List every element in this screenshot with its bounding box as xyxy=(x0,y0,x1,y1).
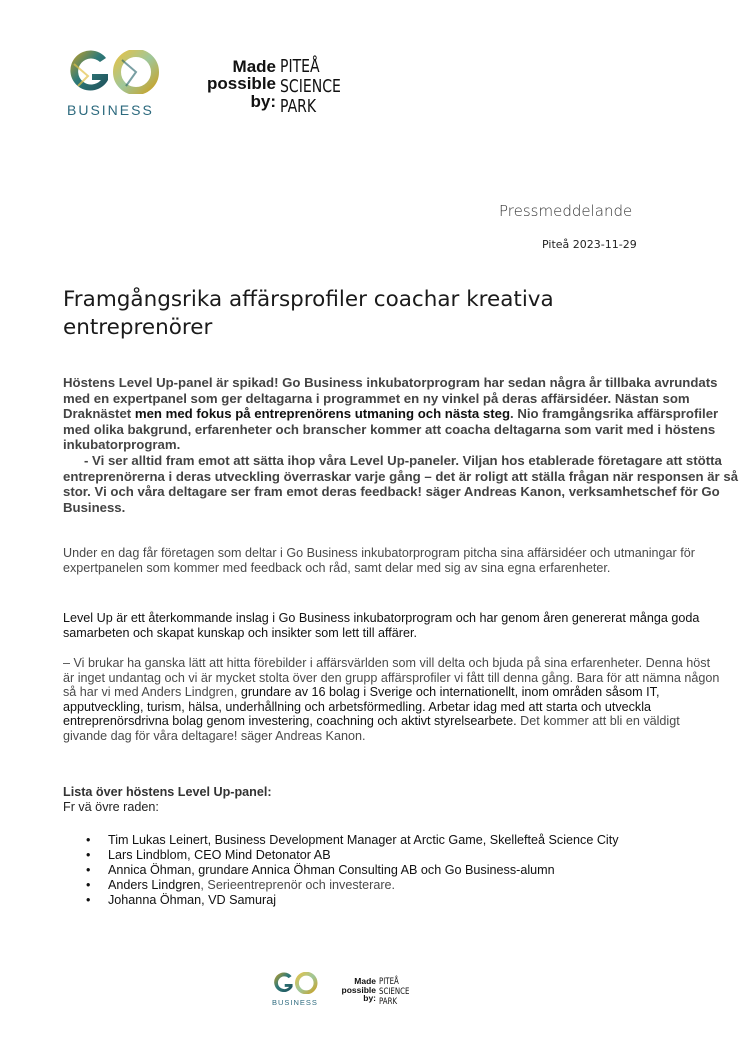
paragraph-3-part-2: grundare av 16 bolag i Sverige och internationellt, inom områden såsom IT, apputveckling, turism, hälsa, underhållning och arbetsförmedling. Arbetar idag med att starta och utveckla entreprenörsdrivna bolag genom investering, coachning och aktivt styrelsearbete. xyxy=(63,685,660,729)
paragraph-2: Level Up är ett återkommande inslag i Go Business inkubatorprogram och har genom åren genererat många goda samarbeten och skapat kunskap och insikter som lett till affärer. xyxy=(63,611,700,640)
list-subtitle: Fr vä övre raden: xyxy=(63,799,159,814)
list-item: • Lars Lindblom, CEO Mind Detonator AB xyxy=(63,848,619,863)
panel-list xyxy=(63,833,619,908)
list-item: • Anders Lindgren, Serieentreprenör och investerare. xyxy=(63,878,619,893)
lead-part-1: Höstens Level Up-panel är spikad! Go Business inkubatorprogram har sedan några år tillbaka avrundats med en expertpanel som ger deltagarna i programmet en ny vinkel på deras affärsidéer. Nästan som Draknästet xyxy=(63,375,718,422)
lead-quote: - Vi ser alltid fram emot att sätta ihop våra Level Up-paneler. Viljan hos etablerade företagare att stötta entreprenörerna i deras utveckling överraskar varje gång – det är roligt att ställa frågan när responsen är så stor. Vi och våra deltagare ser fram emot deras feedback! säger Andreas Kanon, verksamhetschef för Go Business. xyxy=(63,452,739,515)
paragraph-3-part-1: – Vi brukar ha ganska lätt att hitta förebilder i affärsvärlden som vill delta och bjuda på sina erfarenheter. Denna höst är inget undantag och vi är mycket stolta över den grupp affärsprofiler vi fått till denna gång. Bara för att nämna någon så har vi med Anders Lindgren, xyxy=(63,656,720,700)
list-item: • Tim Lukas Leinert, Business Development Manager at Arctic Game, Skellefteå Science City xyxy=(63,833,619,848)
partner-line-2: SCIENCE xyxy=(280,76,341,98)
footer-go-logo-subtitle: BUSINESS xyxy=(272,998,318,1007)
go-logo-icon xyxy=(66,50,160,94)
list-item: • Johanna Öhman, VD Samuraj xyxy=(63,893,619,908)
partner-line-3: PARK xyxy=(280,96,317,118)
made-word: Made xyxy=(232,57,276,76)
by-word: by: xyxy=(250,91,276,111)
list-heading xyxy=(63,785,272,814)
lead-part-2: men med fokus på entreprenörens utmaning och nästa steg xyxy=(134,406,511,422)
go-logo-subtitle: BUSINESS xyxy=(67,102,154,118)
list-item: • Annica Öhman, grundare Annica Öhman Consulting AB och Go Business-alumn xyxy=(63,863,619,878)
possible-word: possible xyxy=(207,74,276,94)
date-line: Piteå 2023-11-29 xyxy=(542,238,637,251)
lead-part-3: . Nio framgångsrika affärsprofiler med olika bakgrund, erfarenheter och branscher kommer att coacha deltagarna som varit med i höstens inkubatorprogram. xyxy=(63,406,719,453)
paragraph-3-part-3: Det kommer att bli en väldigt givande dag för våra deltagare! säger Andreas Kanon. xyxy=(63,714,680,743)
list-title: Lista över höstens Level Up-panel: xyxy=(63,785,272,799)
paragraph-1: Under en dag får företagen som deltar i Go Business inkubatorprogram pitcha sina affärsidéer och utmaningar för expertpanelen som kommer med feedback och råd, samt delar med sig av sina egna erfarenheter. xyxy=(63,546,695,575)
lead-paragraph xyxy=(63,375,743,515)
made-possible-by-logo xyxy=(190,58,350,120)
headline: Framgångsrika affärsprofiler coachar kreativa entreprenörer xyxy=(63,287,554,340)
footer-made-possible-by-logo: Made possible by: PITEÅ SCIENCE PARK xyxy=(341,976,410,1008)
partner-line-1: PITEÅ xyxy=(280,56,320,77)
paragraph-3 xyxy=(63,656,723,744)
footer-go-logo-icon xyxy=(272,972,318,994)
document-type-label: Pressmeddelande xyxy=(499,202,633,220)
